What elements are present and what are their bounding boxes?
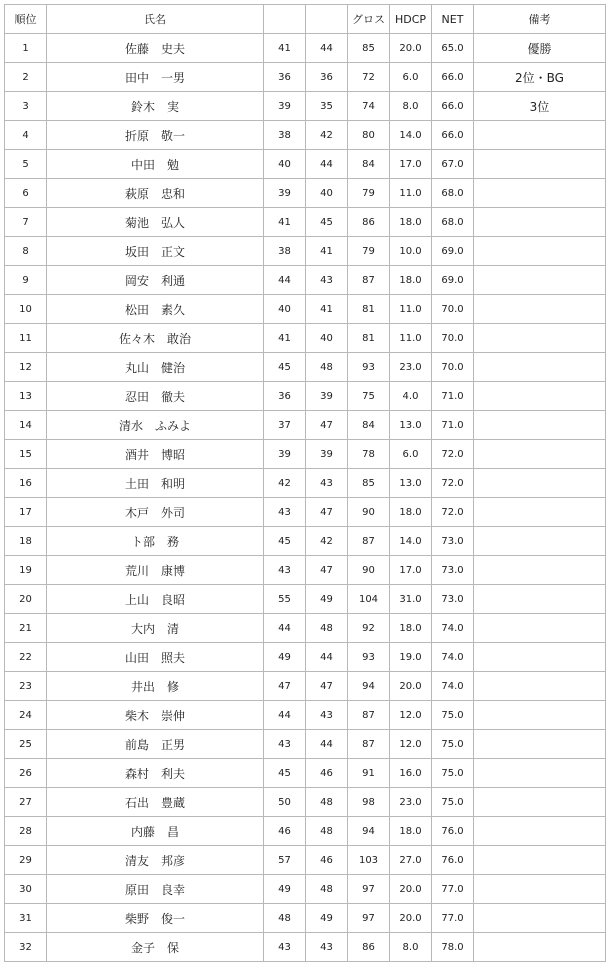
- cell-rank: 4: [5, 121, 47, 150]
- cell-hdcp: 31.0: [390, 585, 432, 614]
- cell-hdcp: 17.0: [390, 150, 432, 179]
- cell-in: 43: [306, 469, 348, 498]
- cell-name: 酒井 博昭: [47, 440, 264, 469]
- cell-remarks: [474, 440, 606, 469]
- cell-name: 佐々木 敢治: [47, 324, 264, 353]
- cell-hdcp: 23.0: [390, 353, 432, 382]
- cell-rank: 30: [5, 875, 47, 904]
- cell-name: 大内 清: [47, 614, 264, 643]
- cell-name: ト部 務: [47, 527, 264, 556]
- table-row: [5, 672, 606, 701]
- table-row: [5, 701, 606, 730]
- cell-gross: 80: [348, 121, 390, 150]
- header-out: [264, 5, 306, 34]
- cell-out: 49: [264, 643, 306, 672]
- header-row: [5, 5, 606, 34]
- cell-hdcp: 18.0: [390, 266, 432, 295]
- cell-rank: 7: [5, 208, 47, 237]
- table-row: [5, 266, 606, 295]
- cell-remarks: [474, 527, 606, 556]
- cell-name: 折原 敬一: [47, 121, 264, 150]
- cell-out: 57: [264, 846, 306, 875]
- cell-name: 山田 照夫: [47, 643, 264, 672]
- cell-gross: 93: [348, 353, 390, 382]
- cell-out: 37: [264, 411, 306, 440]
- cell-out: 41: [264, 324, 306, 353]
- cell-name: 土田 和明: [47, 469, 264, 498]
- cell-gross: 87: [348, 527, 390, 556]
- cell-name: 金子 保: [47, 933, 264, 962]
- table-row: [5, 875, 606, 904]
- table-row: [5, 150, 606, 179]
- cell-in: 46: [306, 759, 348, 788]
- header-name: 氏名: [47, 5, 264, 34]
- cell-gross: 86: [348, 933, 390, 962]
- cell-in: 41: [306, 295, 348, 324]
- cell-net: 70.0: [432, 353, 474, 382]
- cell-hdcp: 27.0: [390, 846, 432, 875]
- cell-gross: 92: [348, 614, 390, 643]
- cell-name: 清友 邦彦: [47, 846, 264, 875]
- cell-gross: 87: [348, 266, 390, 295]
- cell-in: 48: [306, 353, 348, 382]
- cell-remarks: [474, 817, 606, 846]
- cell-out: 38: [264, 121, 306, 150]
- table-body: [5, 34, 606, 962]
- cell-hdcp: 12.0: [390, 730, 432, 759]
- table-row: [5, 527, 606, 556]
- cell-net: 67.0: [432, 150, 474, 179]
- cell-gross: 104: [348, 585, 390, 614]
- cell-gross: 79: [348, 237, 390, 266]
- cell-net: 75.0: [432, 730, 474, 759]
- cell-name: 井出 修: [47, 672, 264, 701]
- cell-in: 48: [306, 875, 348, 904]
- cell-gross: 81: [348, 295, 390, 324]
- cell-in: 45: [306, 208, 348, 237]
- cell-net: 75.0: [432, 701, 474, 730]
- cell-out: 45: [264, 527, 306, 556]
- table-row: [5, 92, 606, 121]
- cell-name: 森村 利夫: [47, 759, 264, 788]
- cell-rank: 20: [5, 585, 47, 614]
- cell-in: 47: [306, 672, 348, 701]
- table-row: [5, 759, 606, 788]
- cell-name: 鈴木 実: [47, 92, 264, 121]
- cell-hdcp: 17.0: [390, 556, 432, 585]
- cell-hdcp: 11.0: [390, 295, 432, 324]
- table-row: [5, 556, 606, 585]
- cell-hdcp: 19.0: [390, 643, 432, 672]
- cell-out: 39: [264, 92, 306, 121]
- cell-out: 39: [264, 440, 306, 469]
- cell-rank: 18: [5, 527, 47, 556]
- cell-rank: 32: [5, 933, 47, 962]
- cell-rank: 31: [5, 904, 47, 933]
- cell-out: 36: [264, 382, 306, 411]
- cell-rank: 28: [5, 817, 47, 846]
- cell-hdcp: 13.0: [390, 469, 432, 498]
- cell-net: 76.0: [432, 817, 474, 846]
- cell-net: 69.0: [432, 266, 474, 295]
- cell-gross: 85: [348, 469, 390, 498]
- cell-net: 71.0: [432, 382, 474, 411]
- cell-hdcp: 20.0: [390, 904, 432, 933]
- cell-remarks: [474, 614, 606, 643]
- cell-hdcp: 11.0: [390, 179, 432, 208]
- cell-remarks: [474, 324, 606, 353]
- cell-in: 46: [306, 846, 348, 875]
- cell-rank: 1: [5, 34, 47, 63]
- cell-in: 48: [306, 817, 348, 846]
- header-hdcp: HDCP: [390, 5, 432, 34]
- cell-gross: 86: [348, 208, 390, 237]
- cell-rank: 25: [5, 730, 47, 759]
- cell-remarks: [474, 121, 606, 150]
- table-row: [5, 179, 606, 208]
- cell-remarks: [474, 933, 606, 962]
- cell-gross: 87: [348, 730, 390, 759]
- cell-remarks: [474, 150, 606, 179]
- cell-gross: 84: [348, 150, 390, 179]
- cell-in: 49: [306, 585, 348, 614]
- table-row: [5, 730, 606, 759]
- header-net: NET: [432, 5, 474, 34]
- cell-rank: 5: [5, 150, 47, 179]
- cell-gross: 72: [348, 63, 390, 92]
- cell-out: 44: [264, 701, 306, 730]
- cell-out: 48: [264, 904, 306, 933]
- cell-hdcp: 12.0: [390, 701, 432, 730]
- table-row: [5, 440, 606, 469]
- cell-in: 41: [306, 237, 348, 266]
- cell-rank: 9: [5, 266, 47, 295]
- cell-in: 44: [306, 150, 348, 179]
- cell-remarks: [474, 295, 606, 324]
- cell-hdcp: 18.0: [390, 208, 432, 237]
- cell-hdcp: 16.0: [390, 759, 432, 788]
- cell-remarks: [474, 208, 606, 237]
- header-in: [306, 5, 348, 34]
- cell-rank: 19: [5, 556, 47, 585]
- cell-out: 44: [264, 266, 306, 295]
- cell-out: 47: [264, 672, 306, 701]
- cell-name: 佐藤 史夫: [47, 34, 264, 63]
- table-row: [5, 208, 606, 237]
- cell-rank: 12: [5, 353, 47, 382]
- cell-remarks: [474, 846, 606, 875]
- cell-in: 43: [306, 266, 348, 295]
- cell-hdcp: 6.0: [390, 440, 432, 469]
- cell-name: 上山 良昭: [47, 585, 264, 614]
- cell-net: 75.0: [432, 788, 474, 817]
- cell-net: 73.0: [432, 556, 474, 585]
- cell-in: 42: [306, 121, 348, 150]
- table-row: [5, 295, 606, 324]
- cell-net: 72.0: [432, 498, 474, 527]
- cell-net: 65.0: [432, 34, 474, 63]
- cell-hdcp: 18.0: [390, 614, 432, 643]
- cell-hdcp: 11.0: [390, 324, 432, 353]
- header-rank: 順位: [5, 5, 47, 34]
- cell-gross: 81: [348, 324, 390, 353]
- cell-in: 39: [306, 440, 348, 469]
- cell-out: 41: [264, 208, 306, 237]
- cell-hdcp: 13.0: [390, 411, 432, 440]
- cell-in: 36: [306, 63, 348, 92]
- cell-net: 76.0: [432, 846, 474, 875]
- cell-remarks: 優勝: [474, 34, 606, 63]
- cell-name: 木戸 外司: [47, 498, 264, 527]
- cell-out: 41: [264, 34, 306, 63]
- cell-name: 原田 良幸: [47, 875, 264, 904]
- table-row: [5, 788, 606, 817]
- cell-net: 71.0: [432, 411, 474, 440]
- table-row: [5, 498, 606, 527]
- cell-net: 72.0: [432, 469, 474, 498]
- cell-gross: 84: [348, 411, 390, 440]
- cell-name: 萩原 忠和: [47, 179, 264, 208]
- cell-gross: 94: [348, 817, 390, 846]
- cell-remarks: [474, 179, 606, 208]
- cell-remarks: [474, 382, 606, 411]
- cell-in: 40: [306, 324, 348, 353]
- results-table: [4, 4, 606, 962]
- cell-net: 77.0: [432, 904, 474, 933]
- cell-name: 清水 ふみよ: [47, 411, 264, 440]
- cell-gross: 75: [348, 382, 390, 411]
- cell-name: 忍田 徹夫: [47, 382, 264, 411]
- table-row: [5, 614, 606, 643]
- cell-remarks: 3位: [474, 92, 606, 121]
- cell-rank: 2: [5, 63, 47, 92]
- cell-remarks: [474, 411, 606, 440]
- cell-net: 66.0: [432, 92, 474, 121]
- cell-remarks: [474, 701, 606, 730]
- table-row: [5, 121, 606, 150]
- cell-out: 45: [264, 759, 306, 788]
- cell-net: 73.0: [432, 585, 474, 614]
- cell-net: 74.0: [432, 643, 474, 672]
- cell-rank: 22: [5, 643, 47, 672]
- cell-rank: 15: [5, 440, 47, 469]
- cell-out: 46: [264, 817, 306, 846]
- cell-out: 44: [264, 614, 306, 643]
- cell-gross: 78: [348, 440, 390, 469]
- cell-gross: 93: [348, 643, 390, 672]
- cell-gross: 97: [348, 875, 390, 904]
- cell-remarks: [474, 788, 606, 817]
- cell-name: 坂田 正文: [47, 237, 264, 266]
- cell-remarks: [474, 585, 606, 614]
- cell-net: 70.0: [432, 295, 474, 324]
- cell-rank: 26: [5, 759, 47, 788]
- cell-out: 39: [264, 179, 306, 208]
- cell-gross: 90: [348, 556, 390, 585]
- cell-rank: 24: [5, 701, 47, 730]
- cell-gross: 94: [348, 672, 390, 701]
- cell-out: 43: [264, 933, 306, 962]
- cell-in: 47: [306, 411, 348, 440]
- cell-name: 丸山 健治: [47, 353, 264, 382]
- cell-out: 38: [264, 237, 306, 266]
- cell-out: 40: [264, 150, 306, 179]
- cell-hdcp: 20.0: [390, 875, 432, 904]
- cell-rank: 27: [5, 788, 47, 817]
- cell-hdcp: 23.0: [390, 788, 432, 817]
- cell-name: 荒川 康博: [47, 556, 264, 585]
- cell-rank: 23: [5, 672, 47, 701]
- cell-remarks: [474, 643, 606, 672]
- cell-net: 73.0: [432, 527, 474, 556]
- cell-name: 柴野 俊一: [47, 904, 264, 933]
- cell-remarks: [474, 672, 606, 701]
- cell-out: 42: [264, 469, 306, 498]
- cell-hdcp: 8.0: [390, 933, 432, 962]
- table-row: [5, 382, 606, 411]
- cell-out: 49: [264, 875, 306, 904]
- cell-gross: 98: [348, 788, 390, 817]
- cell-rank: 8: [5, 237, 47, 266]
- cell-net: 70.0: [432, 324, 474, 353]
- header-remarks: 備考: [474, 5, 606, 34]
- cell-in: 44: [306, 730, 348, 759]
- cell-net: 66.0: [432, 121, 474, 150]
- cell-in: 48: [306, 614, 348, 643]
- cell-out: 45: [264, 353, 306, 382]
- cell-name: 岡安 利通: [47, 266, 264, 295]
- cell-name: 田中 一男: [47, 63, 264, 92]
- cell-remarks: [474, 759, 606, 788]
- table-row: [5, 933, 606, 962]
- cell-net: 74.0: [432, 614, 474, 643]
- table-row: [5, 34, 606, 63]
- table-row: [5, 63, 606, 92]
- cell-gross: 74: [348, 92, 390, 121]
- cell-rank: 6: [5, 179, 47, 208]
- cell-in: 43: [306, 701, 348, 730]
- cell-hdcp: 20.0: [390, 34, 432, 63]
- cell-gross: 85: [348, 34, 390, 63]
- cell-in: 44: [306, 643, 348, 672]
- cell-remarks: [474, 730, 606, 759]
- cell-remarks: [474, 237, 606, 266]
- cell-hdcp: 10.0: [390, 237, 432, 266]
- cell-gross: 97: [348, 904, 390, 933]
- cell-net: 69.0: [432, 237, 474, 266]
- table-row: [5, 237, 606, 266]
- cell-out: 43: [264, 498, 306, 527]
- cell-out: 43: [264, 730, 306, 759]
- cell-in: 42: [306, 527, 348, 556]
- table-row: [5, 817, 606, 846]
- cell-hdcp: 18.0: [390, 817, 432, 846]
- cell-rank: 21: [5, 614, 47, 643]
- cell-gross: 87: [348, 701, 390, 730]
- cell-hdcp: 14.0: [390, 121, 432, 150]
- cell-in: 49: [306, 904, 348, 933]
- cell-in: 48: [306, 788, 348, 817]
- cell-in: 39: [306, 382, 348, 411]
- cell-gross: 103: [348, 846, 390, 875]
- cell-remarks: [474, 469, 606, 498]
- cell-net: 78.0: [432, 933, 474, 962]
- cell-rank: 14: [5, 411, 47, 440]
- table-row: [5, 469, 606, 498]
- cell-gross: 79: [348, 179, 390, 208]
- cell-name: 内藤 昌: [47, 817, 264, 846]
- cell-remarks: [474, 353, 606, 382]
- cell-name: 石出 豊蔵: [47, 788, 264, 817]
- cell-hdcp: 6.0: [390, 63, 432, 92]
- cell-out: 43: [264, 556, 306, 585]
- cell-remarks: [474, 266, 606, 295]
- cell-remarks: [474, 904, 606, 933]
- table-row: [5, 904, 606, 933]
- cell-gross: 91: [348, 759, 390, 788]
- cell-rank: 11: [5, 324, 47, 353]
- cell-name: 中田 勉: [47, 150, 264, 179]
- cell-net: 75.0: [432, 759, 474, 788]
- table-row: [5, 411, 606, 440]
- table-row: [5, 353, 606, 382]
- cell-net: 66.0: [432, 63, 474, 92]
- cell-out: 55: [264, 585, 306, 614]
- cell-out: 40: [264, 295, 306, 324]
- cell-in: 40: [306, 179, 348, 208]
- table-row: [5, 643, 606, 672]
- cell-rank: 3: [5, 92, 47, 121]
- cell-remarks: [474, 556, 606, 585]
- cell-out: 36: [264, 63, 306, 92]
- cell-rank: 29: [5, 846, 47, 875]
- header-gross: グロス: [348, 5, 390, 34]
- cell-in: 47: [306, 556, 348, 585]
- cell-gross: 90: [348, 498, 390, 527]
- cell-rank: 16: [5, 469, 47, 498]
- cell-name: 柴木 崇伸: [47, 701, 264, 730]
- cell-hdcp: 20.0: [390, 672, 432, 701]
- table-row: [5, 585, 606, 614]
- cell-remarks: 2位・BG: [474, 63, 606, 92]
- cell-hdcp: 8.0: [390, 92, 432, 121]
- table-row: [5, 846, 606, 875]
- cell-rank: 10: [5, 295, 47, 324]
- cell-in: 35: [306, 92, 348, 121]
- cell-in: 47: [306, 498, 348, 527]
- cell-hdcp: 4.0: [390, 382, 432, 411]
- cell-in: 44: [306, 34, 348, 63]
- cell-rank: 13: [5, 382, 47, 411]
- cell-name: 菊池 弘人: [47, 208, 264, 237]
- cell-net: 77.0: [432, 875, 474, 904]
- cell-net: 68.0: [432, 208, 474, 237]
- cell-in: 43: [306, 933, 348, 962]
- cell-rank: 17: [5, 498, 47, 527]
- cell-net: 74.0: [432, 672, 474, 701]
- cell-name: 前島 正男: [47, 730, 264, 759]
- cell-remarks: [474, 875, 606, 904]
- cell-out: 50: [264, 788, 306, 817]
- cell-net: 68.0: [432, 179, 474, 208]
- cell-hdcp: 18.0: [390, 498, 432, 527]
- cell-net: 72.0: [432, 440, 474, 469]
- cell-remarks: [474, 498, 606, 527]
- cell-hdcp: 14.0: [390, 527, 432, 556]
- cell-name: 松田 素久: [47, 295, 264, 324]
- table-row: [5, 324, 606, 353]
